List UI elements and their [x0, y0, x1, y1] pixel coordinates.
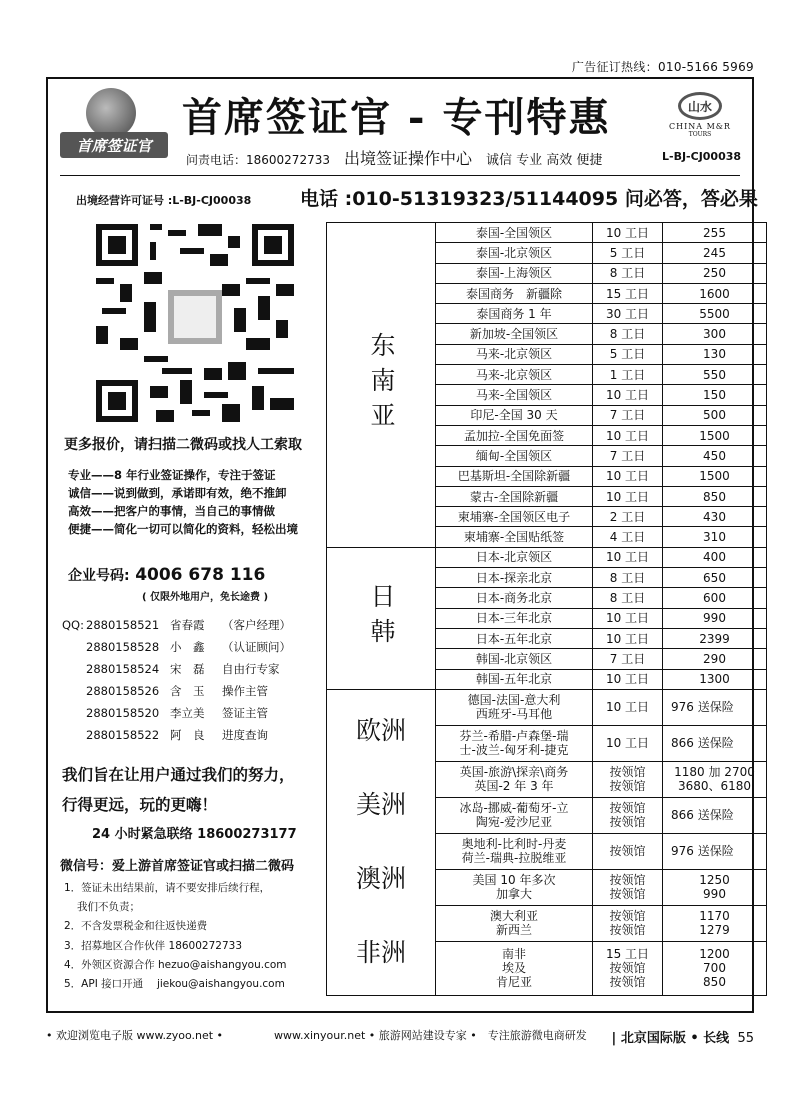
mission-statement — [62, 760, 295, 820]
days-cell: 按领馆 按领馆 — [593, 761, 663, 797]
days-cell: 按领馆 按领馆 — [593, 869, 663, 905]
region-oceania: 澳洲 — [355, 864, 406, 894]
note-item: 我们不负责； — [77, 901, 140, 914]
days-cell: 2 工日 — [593, 507, 663, 527]
contact-role: 操作主管 — [222, 684, 268, 698]
country-cell: 冰岛-挪威-葡萄牙-立 陶宛-爱沙尼亚 — [436, 797, 593, 833]
emergency-contact: 24 小时紧急联络 18600273177 — [92, 827, 297, 842]
country-cell: 泰国-全国领区 — [436, 223, 593, 243]
contact-row — [62, 614, 291, 636]
price-cell: 400 — [663, 547, 767, 567]
price-cell: 1300 — [663, 669, 767, 689]
days-cell: 10 工日 — [593, 223, 663, 243]
country-cell: 美国 10 年多次 加拿大 — [436, 869, 593, 905]
price-cell: 250 — [663, 263, 767, 283]
qq-label — [62, 658, 86, 680]
country-cell: 澳大利亚 新西兰 — [436, 905, 593, 941]
country-cell: 缅甸-全国领区 — [436, 446, 593, 466]
country-cell: 蒙古-全国除新疆 — [436, 486, 593, 506]
qq-number: 2880158524 — [86, 662, 160, 676]
table-row — [327, 689, 767, 725]
price-cell: 976 送保险 — [663, 689, 767, 725]
country-cell: 印尼-全国 30 天 — [436, 405, 593, 425]
enterprise-label: 企业号码: — [68, 568, 130, 584]
price-cell: 450 — [663, 446, 767, 466]
qq-label: QQ: — [62, 618, 84, 632]
price-cell: 150 — [663, 385, 767, 405]
country-cell: 柬埔寨-全国领区电子 — [436, 507, 593, 527]
country-cell: 泰国商务 1 年 — [436, 304, 593, 324]
price-cell: 550 — [663, 365, 767, 385]
footer-middle: www.xinyour.net • 旅游网站建设专家 • 专注旅游微电商研发 — [274, 1029, 587, 1042]
contact-role: 进度查询 — [222, 728, 268, 742]
days-cell: 15 工日 — [593, 283, 663, 303]
region-cell: 日韩 — [327, 547, 436, 689]
country-cell: 孟加拉-全国免面签 — [436, 425, 593, 445]
contact-role: （客户经理） — [222, 618, 291, 632]
price-cell: 5500 — [663, 304, 767, 324]
region-europe: 欧洲 — [355, 716, 406, 746]
days-cell: 10 工日 — [593, 725, 663, 761]
price-cell: 976 送保险 — [663, 833, 767, 869]
price-cell: 650 — [663, 568, 767, 588]
days-cell: 5 工日 — [593, 243, 663, 263]
price-cell: 866 送保险 — [663, 725, 767, 761]
partner-name: CHINA M&R — [669, 122, 731, 131]
contact-role: （认证顾问） — [222, 640, 291, 654]
center-name: 出境签证操作中心 — [343, 149, 472, 168]
qq-label — [62, 636, 86, 658]
divider — [60, 175, 740, 176]
enterprise-value: 4006 678 116 — [135, 565, 266, 585]
days-cell: 8 工日 — [593, 324, 663, 344]
feature-item: 专业——8 年行业签证操作，专注于签证 — [68, 468, 276, 482]
feature-list — [68, 466, 298, 538]
sub-header — [186, 146, 602, 169]
contact-row — [62, 702, 291, 724]
country-cell: 泰国-北京领区 — [436, 243, 593, 263]
days-cell: 10 工日 — [593, 628, 663, 648]
price-table — [326, 222, 767, 996]
country-cell: 马来-全国领区 — [436, 385, 593, 405]
contact-row — [62, 636, 291, 658]
feature-item: 高效——把客户的事情，当自己的事情做 — [68, 504, 275, 518]
region-america: 美洲 — [355, 790, 406, 820]
note-item: 1．签证未出结果前，请不要安排后续行程， — [64, 882, 271, 894]
feature-item: 诚信——说到做到，承诺即有效，绝不推卸 — [68, 486, 287, 500]
qq-label — [62, 724, 86, 746]
country-cell: 柬埔寨-全国贴纸签 — [436, 527, 593, 547]
contact-list — [62, 614, 291, 746]
contact-role: 签证主管 — [222, 706, 268, 720]
contact-name: 李立美 — [170, 706, 205, 720]
footer-right — [612, 1027, 754, 1046]
table-row — [327, 547, 767, 567]
days-cell: 按领馆 按领馆 — [593, 797, 663, 833]
contact-role: 自由行专家 — [222, 662, 280, 676]
days-cell: 7 工日 — [593, 446, 663, 466]
shanshui-logo-icon: 山水 — [678, 92, 722, 120]
country-cell: 日本-北京领区 — [436, 547, 593, 567]
price-cell: 1500 — [663, 466, 767, 486]
country-cell: 南非 埃及 肯尼亚 — [436, 941, 593, 995]
table-row — [327, 223, 767, 243]
days-cell: 10 工日 — [593, 608, 663, 628]
days-cell: 8 工日 — [593, 588, 663, 608]
note-item: 3．招募地区合作伙伴 18600272733 — [64, 939, 243, 952]
qq-number: 2880158520 — [86, 706, 160, 720]
footer-left: • 欢迎浏览电子版 www.zyoo.net • — [46, 1029, 224, 1042]
days-cell: 10 工日 — [593, 689, 663, 725]
price-cell: 300 — [663, 324, 767, 344]
contact-name: 省春霞 — [170, 618, 205, 632]
license-number: 出境经营许可证号 :L-BJ-CJ00038 — [76, 194, 252, 207]
days-cell: 10 工日 — [593, 385, 663, 405]
price-cell: 1180 加 2700 3680、6180 — [663, 761, 767, 797]
price-cell: 1170 1279 — [663, 905, 767, 941]
slogan: 诚信 专业 高效 便捷 — [486, 153, 603, 168]
brand-logo — [60, 86, 168, 160]
country-cell: 韩国-北京领区 — [436, 649, 593, 669]
qr-code-icon — [96, 224, 294, 422]
brand-logo-text: 首席签证官 — [60, 132, 168, 158]
price-cell: 866 送保险 — [663, 797, 767, 833]
price-cell: 990 — [663, 608, 767, 628]
country-cell: 新加坡-全国领区 — [436, 324, 593, 344]
country-cell: 韩国-五年北京 — [436, 669, 593, 689]
days-cell: 按领馆 按领馆 — [593, 905, 663, 941]
qq-number: 2880158521 — [86, 618, 160, 632]
price-cell: 290 — [663, 649, 767, 669]
price-cell: 1250 990 — [663, 869, 767, 905]
region-cell — [327, 689, 436, 995]
contact-row — [62, 724, 291, 746]
region-africa: 非洲 — [355, 938, 406, 968]
price-cell: 2399 — [663, 628, 767, 648]
price-cell: 310 — [663, 527, 767, 547]
price-cell: 255 — [663, 223, 767, 243]
qq-number: 2880158522 — [86, 728, 160, 742]
country-cell: 泰国-上海领区 — [436, 263, 593, 283]
country-cell: 日本-五年北京 — [436, 628, 593, 648]
days-cell: 8 工日 — [593, 568, 663, 588]
enterprise-number — [68, 565, 265, 585]
contact-row — [62, 680, 291, 702]
days-cell: 8 工日 — [593, 263, 663, 283]
notes-list — [64, 879, 287, 994]
country-cell: 马来-北京领区 — [436, 344, 593, 364]
note-item: 2．不含发票税金和往返快递费 — [64, 920, 208, 933]
footer-section: | 北京国际版 • 长线 — [611, 1031, 730, 1046]
country-cell: 日本-三年北京 — [436, 608, 593, 628]
price-cell: 130 — [663, 344, 767, 364]
wechat-id: 微信号：爱上游首席签证官或扫描二微码 — [60, 859, 295, 874]
more-quotes: 更多报价，请扫描二微码或找人工索取 — [64, 437, 302, 453]
country-cell: 德国-法国-意大利 西班牙-马耳他 — [436, 689, 593, 725]
price-cell: 850 — [663, 486, 767, 506]
country-cell: 芬兰-希腊-卢森堡-瑞 士-波兰-匈牙利-捷克 — [436, 725, 593, 761]
main-phone: 电话 :010-51319323/51144095 问必答，答必果 — [300, 188, 758, 210]
days-cell: 1 工日 — [593, 365, 663, 385]
contact-name: 含 玉 — [170, 684, 205, 698]
days-cell: 按领馆 — [593, 833, 663, 869]
license-code: L-BJ-CJ00038 — [662, 150, 742, 163]
enterprise-limit: ( 仅限外地用户，免长途费 ) — [142, 592, 269, 603]
days-cell: 7 工日 — [593, 649, 663, 669]
days-cell: 10 工日 — [593, 466, 663, 486]
ad-hotline: 广告征订热线：010-5166 5969 — [571, 60, 754, 74]
region-cell: 东南亚 — [327, 223, 436, 548]
partner-logo — [662, 92, 738, 144]
days-cell: 10 工日 — [593, 669, 663, 689]
feature-item: 便捷——简化一切可以简化的资料，轻松出境 — [68, 522, 298, 536]
country-cell: 日本-商务北京 — [436, 588, 593, 608]
price-cell: 600 — [663, 588, 767, 608]
page-title: 首席签证官 - 专刊特惠 — [182, 94, 611, 141]
days-cell: 10 工日 — [593, 547, 663, 567]
price-cell: 1500 — [663, 425, 767, 445]
country-cell: 巴基斯坦-全国除新疆 — [436, 466, 593, 486]
note-item: 4．外领区资源合作 hezuo@aishangyou.com — [64, 958, 287, 971]
contact-name: 小 鑫 — [170, 640, 205, 654]
price-cell: 1600 — [663, 283, 767, 303]
days-cell: 7 工日 — [593, 405, 663, 425]
qq-number: 2880158526 — [86, 684, 160, 698]
days-cell: 10 工日 — [593, 425, 663, 445]
contact-name: 阿 良 — [170, 728, 205, 742]
hand-logo-icon — [86, 88, 136, 138]
days-cell: 5 工日 — [593, 344, 663, 364]
price-cell: 245 — [663, 243, 767, 263]
country-cell: 泰国商务 新疆除 — [436, 283, 593, 303]
contact-name: 宋 磊 — [170, 662, 205, 676]
partner-tours: TOURS — [688, 131, 712, 138]
mission-line: 我们旨在让用户通过我们的努力， — [62, 766, 295, 784]
price-cell: 1200 700 850 — [663, 941, 767, 995]
country-cell: 奥地利-比利时-丹麦 荷兰-瑞典-拉脱维亚 — [436, 833, 593, 869]
country-cell: 日本-探亲北京 — [436, 568, 593, 588]
price-cell: 430 — [663, 507, 767, 527]
qq-label — [62, 680, 86, 702]
contact-row — [62, 658, 291, 680]
note-item: 5．API 接口开通 jiekou@aishangyou.com — [64, 978, 285, 991]
days-cell: 30 工日 — [593, 304, 663, 324]
days-cell: 10 工日 — [593, 486, 663, 506]
qq-label — [62, 702, 86, 724]
country-cell: 马来-北京领区 — [436, 365, 593, 385]
days-cell: 4 工日 — [593, 527, 663, 547]
price-cell: 500 — [663, 405, 767, 425]
mission-line: 行得更远，玩的更嗨！ — [62, 796, 218, 814]
qq-number: 2880158528 — [86, 640, 160, 654]
country-cell: 英国-旅游\探亲\商务 英国-2 年 3 年 — [436, 761, 593, 797]
complaint-phone: 问责电话：18600272733 — [186, 153, 330, 167]
page-number: 55 — [737, 1031, 754, 1046]
days-cell: 15 工日 按领馆 按领馆 — [593, 941, 663, 995]
